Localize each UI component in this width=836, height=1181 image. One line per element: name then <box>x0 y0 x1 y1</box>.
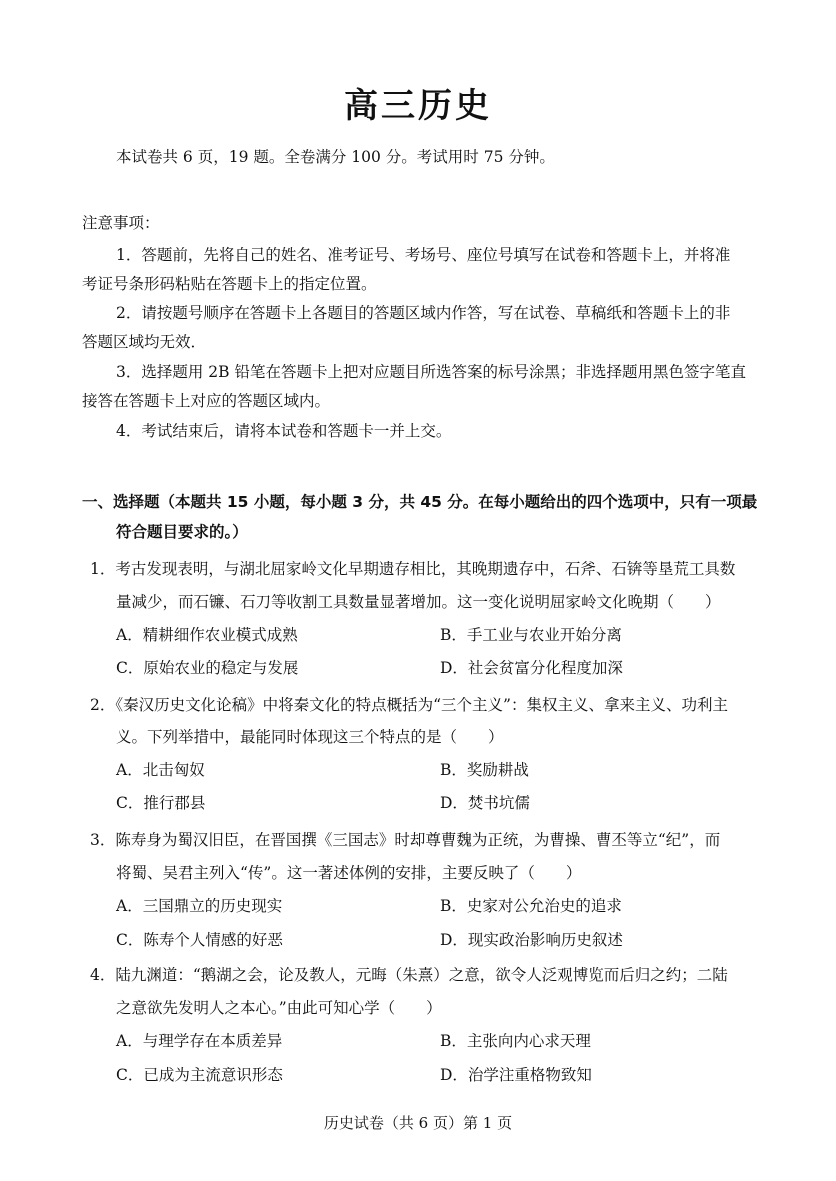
question-4-line1: 4．陆九渊道：“鹅湖之会，论及教人，元晦（朱熹）之意，欲令人泛观博览而后归之约；二陆 <box>90 966 728 984</box>
question-3-option-a: A．三国鼎立的历史现实 <box>116 897 283 915</box>
notice-item-3-line1: 3．选择题用 2B 铅笔在答题卡上把对应题目所选答案的标号涂黑；非选择题用黑色签字笔直 <box>116 363 746 381</box>
notice-heading: 注意事项： <box>82 214 160 232</box>
question-2-line2: 义。下列举措中，最能同时体现这三个特点的是（ ） <box>116 728 504 746</box>
question-1-line1: 1．考古发现表明，与湖北屈家岭文化早期遗存相比，其晚期遗存中，石斧、石锛等垦荒工具数 <box>90 560 736 578</box>
question-3-option-b: B．史家对公允治史的追求 <box>440 897 622 915</box>
section-heading-line2: 符合题目要求的。） <box>116 523 248 541</box>
question-1-option-b: B．手工业与农业开始分离 <box>440 626 622 644</box>
question-1-option-a: A．精耕细作农业模式成熟 <box>116 626 298 644</box>
question-3-option-d: D．现实政治影响历史叙述 <box>440 931 623 949</box>
notice-item-1-line2: 考证号条形码粘贴在答题卡上的指定位置。 <box>82 275 377 293</box>
question-3-option-c: C．陈寿个人情感的好恶 <box>116 931 283 949</box>
page-title: 高三历史 <box>344 86 492 126</box>
question-1-line2: 量减少，而石镰、石刀等收割工具数量显著增加。这一变化说明屈家岭文化晚期（ ） <box>116 593 721 611</box>
section-heading-line1: 一、选择题（本题共 15 小题，每小题 3 分，共 45 分。在每小题给出的四个选项中，只有一项最 <box>82 493 758 511</box>
notice-item-2-line2: 答题区域均无效． <box>82 333 207 351</box>
question-4-option-d: D．治学注重格物致知 <box>440 1066 592 1084</box>
question-1-option-c: C．原始农业的稳定与发展 <box>116 659 299 677</box>
question-4-line2: 之意欲先发明人之本心。”由此可知心学（ ） <box>116 999 442 1017</box>
question-3-line1: 3．陈寿身为蜀汉旧臣，在晋国撰《三国志》时却尊曹魏为正统，为曹操、曹丕等立“纪”，而 <box>90 831 721 849</box>
question-2-option-d: D．焚书坑儒 <box>440 794 530 812</box>
page-footer: 历史试卷（共 6 页）第 1 页 <box>323 1114 513 1132</box>
notice-item-1-line1: 1．答题前，先将自己的姓名、准考证号、考场号、座位号填写在试卷和答题卡上，并将准 <box>116 246 731 264</box>
notice-item-2-line1: 2．请按题号顺序在答题卡上各题目的答题区域内作答，写在试卷、草稿纸和答题卡上的非 <box>116 304 731 322</box>
question-2-option-a: A．北击匈奴 <box>116 761 205 779</box>
question-1-option-d: D．社会贫富分化程度加深 <box>440 659 623 677</box>
question-3-line2: 将蜀、吴君主列入“传”。这一著述体例的安排，主要反映了（ ） <box>116 864 582 882</box>
question-2-line1: 2．《秦汉历史文化论稿》中将秦文化的特点概括为“三个主义”：集权主义、拿来主义、功利主 <box>90 696 728 714</box>
question-2-option-c: C．推行郡县 <box>116 794 206 812</box>
question-4-option-c: C．已成为主流意识形态 <box>116 1066 283 1084</box>
question-2-option-b: B．奖励耕战 <box>440 761 529 779</box>
exam-intro: 本试卷共 6 页，19 题。全卷满分 100 分。考试用时 75 分钟。 <box>116 148 555 166</box>
notice-item-3-line2: 接答在答题卡上对应的答题区域内。 <box>82 392 331 410</box>
question-4-option-b: B．主张向内心求天理 <box>440 1032 591 1050</box>
question-4-option-a: A．与理学存在本质差异 <box>116 1032 283 1050</box>
notice-item-4: 4．考试结束后，请将本试卷和答题卡一并上交。 <box>116 422 452 440</box>
